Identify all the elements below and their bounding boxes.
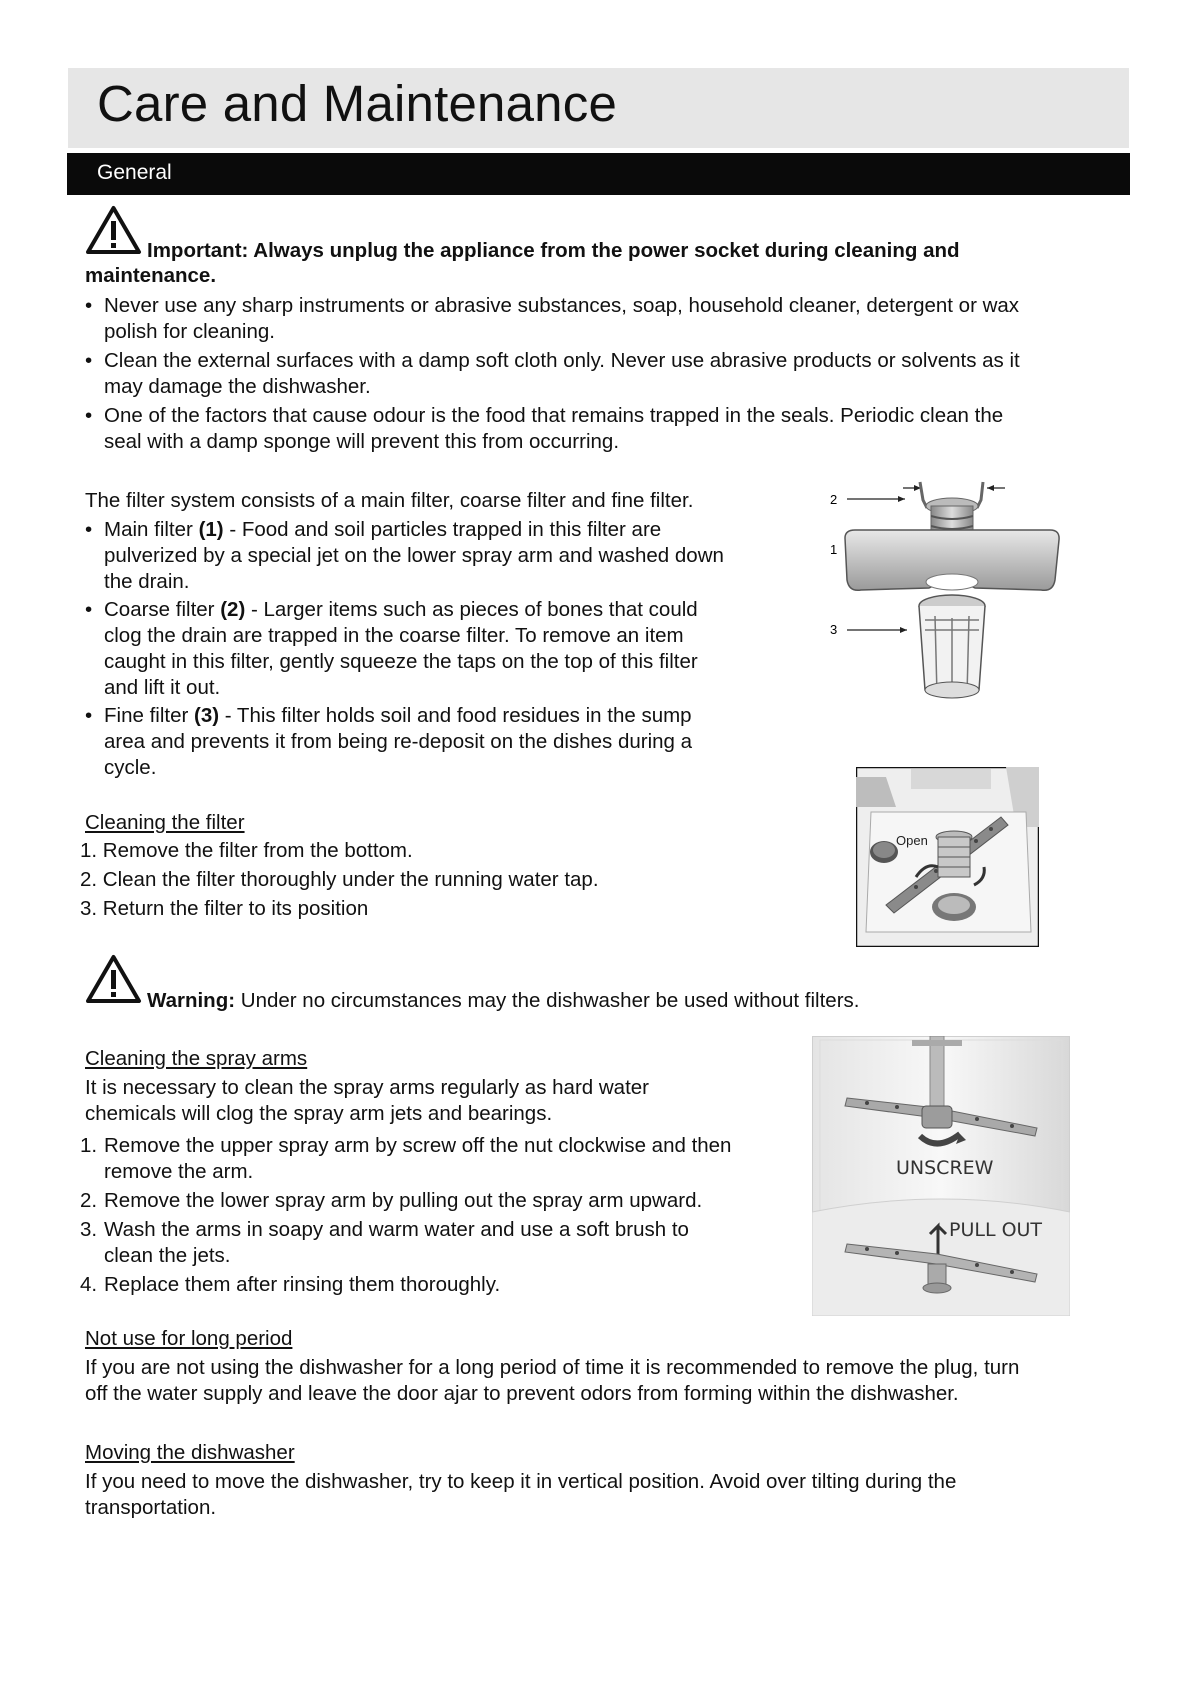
label-1: 1 [830, 542, 838, 557]
filter-number: (3) [194, 704, 220, 727]
intro-line: chemicals will clog the spray arm jets and bearings. [85, 1102, 553, 1125]
paragraph-line: transportation. [85, 1496, 217, 1519]
filter-desc: area and prevents it from being re-deposit on the dishes during a [104, 730, 693, 753]
paragraph-line: off the water supply and leave the door ajar to prevent odors from forming within the dishwasher. [85, 1382, 959, 1405]
step-text: Wash the arms in soapy and warm water and use a soft brush to [104, 1218, 689, 1241]
filter-desc: cycle. [104, 756, 157, 779]
spray-arms-intro [85, 1075, 649, 1127]
filter-desc: the drain. [104, 570, 190, 593]
step-text: Remove the upper spray arm by screw off the nut clockwise and then [104, 1134, 732, 1157]
filter-name: Coarse filter [104, 598, 215, 621]
warning-triangle-icon [85, 954, 142, 1004]
warning-triangle-icon [85, 205, 142, 255]
filter-number: (1) [198, 518, 224, 541]
step-text: clean the jets. [104, 1244, 231, 1267]
cleaning-filter-heading: Cleaning the filter [85, 811, 245, 834]
important-notice-line2: maintenance. [85, 264, 217, 287]
step-text: remove the arm. [104, 1160, 254, 1183]
bullet-line: polish for cleaning. [104, 320, 275, 343]
bullet-line: Clean the external surfaces with a damp soft cloth only. Never use abrasive products or solvents as it [104, 349, 1020, 372]
filter-desc: caught in this filter, gently squeeze the taps on the top of this filter [104, 650, 698, 673]
page-title: Care and Maintenance [97, 75, 618, 132]
filter-desc: - This filter holds soil and food residues in the sump [224, 704, 692, 727]
filter-name: Main filter [104, 518, 193, 541]
long-period-heading: Not use for long period [85, 1327, 293, 1350]
list-item: 1. Remove the filter from the bottom. [80, 839, 413, 862]
step-text: Replace them after rinsing them thoroughly. [104, 1273, 501, 1296]
important-label: Important: [147, 239, 249, 262]
step-text: Return the filter to its position [102, 897, 369, 920]
title-bar [68, 68, 1129, 148]
bullet-line: Never use any sharp instruments or abrasive substances, soap, household cleaner, detergent or wax [104, 294, 1020, 317]
label-2: 2 [830, 492, 838, 507]
list-item: 3. Wash the arms in soapy and warm water and use a soft brush to clean the jets. [80, 1217, 800, 1269]
bullet-line: may damage the dishwasher. [104, 375, 371, 398]
filter-intro: The filter system consists of a main filter, coarse filter and fine filter. [85, 489, 694, 512]
list-item: • Clean the external surfaces with a damp soft cloth only. Never use abrasive products or solvents as it may damage the dishwasher. [85, 348, 1145, 400]
list-item: 2. Remove the lower spray arm by pulling out the spray arm upward. [80, 1188, 800, 1214]
filter-desc: pulverized by a special jet on the lower spray arm and washed down [104, 544, 724, 567]
label-3: 3 [830, 622, 838, 637]
filter-desc: - Larger items such as pieces of bones that could [250, 598, 698, 621]
pull-out-label: PULL OUT [949, 1219, 1043, 1241]
open-label: Open [896, 833, 928, 848]
filter-name: Fine filter [104, 704, 189, 727]
spray-arms-diagram [812, 1036, 1070, 1316]
warning-line [147, 988, 859, 1014]
section-title: General [97, 161, 172, 184]
list-item: • Main filter (1) - Food and soil particles trapped in this filter are pulverized by a special jet on the lower spray arm and washed down the drain. [85, 517, 785, 595]
list-item: 4. Replace them after rinsing them thoroughly. [80, 1272, 800, 1298]
important-text: Always unplug the appliance from the power socket during cleaning and [253, 239, 960, 262]
bullet-line: One of the factors that cause odour is the food that remains trapped in the seals. Periodic clean the [104, 404, 1004, 427]
step-text: Clean the filter thoroughly under the running water tap. [102, 868, 599, 891]
paragraph-line: If you are not using the dishwasher for a long period of time it is recommended to remove the plug, turn [85, 1356, 1020, 1379]
warning-text: Under no circumstances may the dishwasher be used without filters. [240, 989, 860, 1012]
section-bar [67, 153, 1130, 195]
spray-arms-heading: Cleaning the spray arms [85, 1047, 308, 1070]
list-item: • Never use any sharp instruments or abrasive substances, soap, household cleaner, detergent or wax polish for cleaning. [85, 293, 1145, 345]
step-text: Remove the lower spray arm by pulling out the spray arm upward. [104, 1189, 703, 1212]
list-item: 3. Return the filter to its position [80, 897, 369, 920]
moving-heading: Moving the dishwasher [85, 1441, 295, 1464]
step-text: Remove the filter from the bottom. [102, 839, 413, 862]
intro-line: It is necessary to clean the spray arms regularly as hard water [85, 1076, 649, 1099]
unscrew-label: UNSCREW [896, 1157, 994, 1179]
filter-diagram [825, 470, 1065, 720]
filter-sump-photo [856, 767, 1039, 947]
warning-label: Warning: [147, 989, 236, 1012]
list-item: • One of the factors that cause odour is the food that remains trapped in the seals. Periodic clean the seal with a damp sponge will prevent this from occurring. [85, 403, 1145, 455]
filter-desc: and lift it out. [104, 676, 221, 699]
list-item: 1. Remove the upper spray arm by screw off the nut clockwise and then remove the arm. [80, 1133, 800, 1185]
list-item: 2. Clean the filter thoroughly under the running water tap. [80, 868, 599, 891]
paragraph-line: If you need to move the dishwasher, try to keep it in vertical position. Avoid over tilting during the [85, 1470, 957, 1493]
long-period-text [85, 1355, 1019, 1407]
filter-desc: clog the drain are trapped in the coarse filter. To remove an item [104, 624, 684, 647]
list-item: • Coarse filter (2) - Larger items such as pieces of bones that could clog the drain are trapped in the coarse filter. To remove an item caught in this filter, gently squeeze the taps on the top of this filter and lift it out. [85, 597, 785, 701]
filter-desc: - Food and soil particles trapped in this filter are [229, 518, 662, 541]
list-item: • Fine filter (3) - This filter holds soil and food residues in the sump area and prevents it from being re-deposit on the dishes during a cycle. [85, 703, 785, 781]
bullet-line: seal with a damp sponge will prevent this from occurring. [104, 430, 620, 453]
important-notice-line1 [147, 238, 960, 264]
moving-text [85, 1469, 956, 1521]
filter-number: (2) [220, 598, 246, 621]
